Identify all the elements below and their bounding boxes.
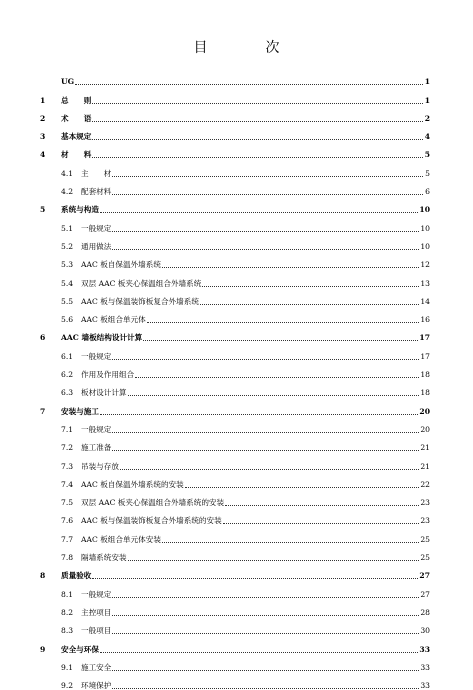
toc-entry-number: 6.2 [61,370,74,380]
toc-entry-number: 5.5 [61,296,74,306]
toc-entry[interactable] [40,306,430,324]
toc-entry-page: 22 [420,479,430,489]
toc-entry-page: 1 [424,95,430,105]
toc-entry-number: 3 [40,132,46,142]
toc-entry-label: AAC 板自保温外墙系统 [81,260,161,270]
dot-leader [112,231,419,232]
toc-entry-page: 33 [420,662,430,672]
dot-leader [75,84,423,85]
toc-entry-page: 17 [420,351,430,361]
dot-leader [147,322,420,323]
toc-entry[interactable] [40,159,430,177]
dot-leader [112,450,419,451]
toc-entry-number: 8.2 [61,607,74,617]
dot-leader [92,157,423,158]
toc-entry-page: 33 [420,681,430,690]
dot-leader [112,194,423,195]
toc-entry-label: 作用及作用组合 [81,370,135,380]
toc-entry[interactable] [40,672,430,690]
toc-entry-page: 10 [419,205,430,215]
toc-entry-number: 7.2 [61,443,74,453]
toc-entry-page: 20 [420,424,430,434]
toc-entry-page: 23 [420,516,430,526]
dot-leader [185,487,420,488]
toc-entry-label: 安全与环保 [61,644,99,654]
toc-entry[interactable] [40,416,430,434]
toc-entry[interactable] [40,562,430,580]
toc-entry-page: 25 [420,534,430,544]
toc-entry-label: AAC 板与保温装饰板复合外墙系统 [81,296,199,306]
toc-entry-page: 13 [420,278,430,288]
toc-entry-page: 18 [420,388,430,398]
toc-entry-number: 7.3 [61,461,74,471]
toc-entry-page: 21 [420,443,430,453]
toc-entry-number: 4.1 [61,168,74,178]
toc-entry[interactable] [40,178,430,196]
toc-entry-label: 环境保护 [81,681,112,690]
toc-entry-page: 14 [420,296,430,306]
toc-entry-number: 5.1 [61,223,74,233]
toc-entry-label: 基本规定 [61,132,92,142]
dot-leader [92,103,423,104]
toc-entry-label: 术 语 [61,113,92,123]
toc-entry-label: AAC 板与保温装饰板复合外墙系统的安装 [81,516,222,526]
toc-entry[interactable] [40,397,430,415]
toc-entry-number: 8.3 [61,626,74,636]
toc-entry-page: 27 [420,589,430,599]
toc-entry-page: 27 [419,571,430,581]
toc-entry[interactable] [40,86,430,104]
toc-entry-number: 5 [40,205,46,215]
toc-entry-page: 23 [420,498,430,508]
dot-leader [112,633,419,634]
toc-entry[interactable] [40,68,430,86]
toc-entry-label: 主控项目 [81,607,112,617]
toc-entry-page: 30 [420,626,430,636]
toc-entry-number: 7.4 [61,479,74,489]
toc-entry[interactable] [40,525,430,543]
dot-leader [112,670,419,671]
toc-entry[interactable] [40,342,430,360]
toc-entry[interactable] [40,379,430,397]
dot-leader [112,176,423,177]
toc-entry-label: 施工准备 [81,443,112,453]
toc-entry-label: AAC 墙板结构设计计算 [61,333,143,343]
toc-entry[interactable] [40,214,430,232]
toc-entry-page: 17 [419,333,430,343]
toc-entry[interactable] [40,617,430,635]
dot-leader [100,212,418,213]
toc-entry-label: AAC 板组合单元体 [81,315,146,325]
dot-leader [223,523,420,524]
toc-entry[interactable] [40,141,430,159]
dot-leader [202,286,419,287]
toc-entry-label: 通用做法 [81,241,112,251]
toc-entry-number: 1 [40,95,46,105]
toc-entry-label: AAC 板自保温外墙系统的安装 [81,479,184,489]
toc-entry-page: 6 [425,187,430,197]
toc-entry-number: 7 [40,406,46,416]
toc-entry-page: 5 [425,168,430,178]
toc-entry[interactable] [40,233,430,251]
toc-entry[interactable] [40,452,430,470]
dot-leader [112,597,419,598]
toc-entry-label: 一般项目 [81,626,112,636]
dot-leader [120,469,419,470]
toc-entry[interactable] [40,251,430,269]
dot-leader [128,560,420,561]
toc-entry-page: 2 [424,113,430,123]
toc-entry-number: 7.8 [61,553,74,563]
toc-entry-number: 4 [40,150,46,160]
dot-leader [162,542,419,543]
dot-leader [112,359,419,360]
dot-leader [135,377,419,378]
toc-entry[interactable] [40,434,430,452]
dot-leader [225,505,419,506]
toc-entry-number: 4.2 [61,187,74,197]
toc-entry-label: 质量验收 [61,571,92,581]
toc-entry-page: 5 [424,150,430,160]
toc-entry-number: 9 [40,644,46,654]
toc-entry-number: 9.1 [61,662,74,672]
dot-leader [112,249,419,250]
toc-entry-label: 施工安全 [81,662,112,672]
dot-leader [100,414,418,415]
toc-entry[interactable] [40,269,430,287]
toc-entry[interactable] [40,580,430,598]
toc-entry[interactable] [40,288,430,306]
toc-entry[interactable] [40,123,430,141]
toc-entry-label: 系统与构造 [61,205,99,215]
toc-entry-label: 总 则 [61,95,92,105]
toc-entry[interactable] [40,507,430,525]
toc-entry-page: 12 [420,260,430,270]
toc-entry-label: 双层 AAC 板夹心保温组合外墙系统的安装 [81,498,225,508]
dot-leader [162,267,419,268]
toc-entry-page: 20 [419,406,430,416]
toc-entry-page: 4 [424,132,430,142]
toc-entry-page: 10 [420,241,430,251]
dot-leader [100,652,418,653]
toc-entry-page: 21 [420,461,430,471]
toc-entry-number: 8 [40,571,46,581]
toc-entry[interactable] [40,489,430,507]
toc-entry-label: 一般规定 [81,223,112,233]
toc-entry-page: 1 [424,77,430,87]
toc-entry-label: 主 材 [81,168,112,178]
toc-entry-number: 7.7 [61,534,74,544]
toc-entry-label: AAC 板组合单元体安装 [81,534,161,544]
toc-entry-number: 9.2 [61,681,74,690]
toc-entry-number: 5.4 [61,278,74,288]
toc-entry-number: 7.6 [61,516,74,526]
toc-entry-page: 28 [420,607,430,617]
toc-entry-label: 配套材料 [81,187,112,197]
toc-entry-number: 6.1 [61,351,74,361]
toc-entry[interactable] [40,324,430,342]
toc-entry-number: 8.1 [61,589,74,599]
toc-entry-label: 材 料 [61,150,92,160]
toc-entry-page: 18 [420,370,430,380]
toc-entry-number: 6.3 [61,388,74,398]
toc-entry[interactable] [40,105,430,123]
toc-entry[interactable] [40,635,430,653]
toc-entry-label: UG [61,77,75,87]
toc-entry-number: 5.2 [61,241,74,251]
toc-entry[interactable] [40,471,430,489]
toc-entry-label: 双层 AAC 板夹心保温组合外墙系统 [81,278,202,288]
toc-entry-label: 一般规定 [81,424,112,434]
toc-entry-page: 25 [420,553,430,563]
dot-leader [92,139,423,140]
toc-entry[interactable] [40,654,430,672]
toc-entry-number: 7.5 [61,498,74,508]
toc-entry-page: 10 [420,223,430,233]
toc-entry-page: 16 [420,315,430,325]
dot-leader [92,578,418,579]
toc-entry-number: 5.6 [61,315,74,325]
toc-entry-label: 安装与施工 [61,406,99,416]
toc-entry[interactable] [40,196,430,214]
toc-entry-label: 吊装与存放 [81,461,119,471]
toc-entry-label: 隔墙系统安装 [81,553,127,563]
toc-entry-label: 一般规定 [81,589,112,599]
dot-leader [143,340,418,341]
toc-entry-label: 一般规定 [81,351,112,361]
dot-leader [92,121,423,122]
dot-leader [128,395,420,396]
toc-entry-label: 板材设计计算 [81,388,127,398]
toc-entry[interactable] [40,544,430,562]
page-title: 目 次 [193,40,302,56]
toc-entry[interactable] [40,599,430,617]
dot-leader [200,304,419,305]
toc-entry[interactable] [40,361,430,379]
dot-leader [112,432,419,433]
dot-leader [112,615,419,616]
toc-entry-number: 2 [40,113,46,123]
toc-entry-number: 6 [40,333,46,343]
dot-leader [112,688,419,689]
toc-entry-number: 7.1 [61,424,74,434]
toc-entry-number: 5.3 [61,260,74,270]
table-of-contents [40,68,430,690]
toc-entry-page: 33 [419,644,430,654]
